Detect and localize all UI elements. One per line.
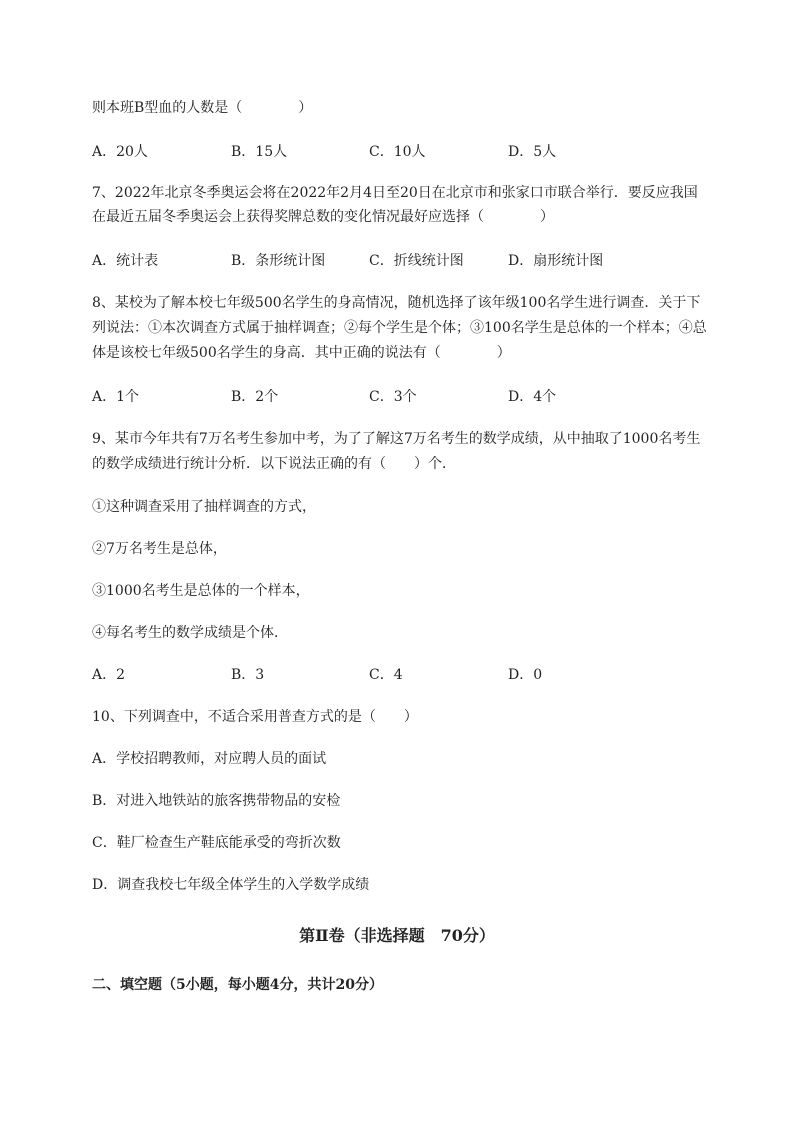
section-2-heading: 二、填空题（5小题，每小题4分，共计20分）: [92, 977, 383, 993]
q9-option-b: B．3: [231, 667, 265, 683]
q8-stem-line-1: 8、某校为了解本校七年级500名学生的身高情况，随机选择了该年级100名学生进行调查．关于下: [92, 295, 701, 311]
q6-option-d: D．5人: [508, 144, 557, 160]
q7-option-b: B．条形统计图: [231, 253, 326, 269]
q9-options: [92, 665, 712, 685]
q8-option-d: D．4个: [508, 389, 557, 405]
q10-option-b: B．对进入地铁站的旅客携带物品的安检: [92, 793, 341, 809]
q9-stem-line-2: 的数学成绩进行统计分析．以下说法正确的有（ ）个．: [92, 456, 456, 472]
q9-option-a: A．2: [92, 667, 126, 683]
q7-option-a: A．统计表: [92, 253, 159, 269]
part-2-title: 第Ⅱ卷（非选择题 70分）: [299, 926, 495, 945]
q8-option-b: B．2个: [231, 389, 279, 405]
q9-statement-2: ②7万名考生是总体，: [92, 541, 227, 557]
q6-stem-tail: 则本班B型血的人数是（ ）: [92, 100, 313, 116]
q6-option-c: C．10人: [369, 144, 426, 160]
q6-options: [92, 142, 712, 162]
q7-stem-line-1: 7、2022年北京冬季奥运会将在2022年2月4日至20日在北京市和张家口市联合举行．要反应我国: [92, 185, 698, 201]
q10-option-d: D．调查我校七年级全体学生的入学数学成绩: [92, 877, 370, 893]
q7-options: [92, 251, 712, 271]
q9-option-d: D．0: [508, 667, 543, 683]
q10-stem: 10、下列调查中，不适合采用普查方式的是（ ）: [92, 709, 418, 725]
q10-option-c: C．鞋厂检查生产鞋底能承受的弯折次数: [92, 835, 341, 851]
q7-option-d: D．扇形统计图: [508, 253, 604, 269]
q8-stem-line-3: 体是该校七年级500名学生的身高．其中正确的说法有（ ）: [92, 345, 511, 361]
q9-option-c: C．4: [369, 667, 403, 683]
q8-option-a: A．1个: [92, 389, 140, 405]
q9-statement-1: ①这种调查采用了抽样调查的方式，: [92, 499, 316, 515]
q8-options: [92, 387, 712, 407]
q9-statement-3: ③1000名考生是总体的一个样本，: [92, 583, 310, 599]
q7-stem-line-2: 在最近五届冬季奥运会上获得奖牌总数的变化情况最好应选择（ ）: [92, 209, 554, 225]
q10-option-a: A．学校招聘教师，对应聘人员的面试: [92, 751, 327, 767]
q6-option-a: A．20人: [92, 144, 148, 160]
q8-option-c: C．3个: [369, 389, 417, 405]
q8-stem-line-2: 列说法：①本次调查方式属于抽样调查；②每个学生是个体；③100名学生是总体的一个样本；④总: [92, 320, 707, 336]
q9-statement-4: ④每名考生的数学成绩是个体．: [92, 625, 288, 641]
q6-option-b: B．15人: [231, 144, 288, 160]
q7-option-c: C．折线统计图: [369, 253, 464, 269]
q9-stem-line-1: 9、某市今年共有7万名考生参加中考，为了了解这7万名考生的数学成绩，从中抽取了1000名考生: [92, 431, 701, 447]
